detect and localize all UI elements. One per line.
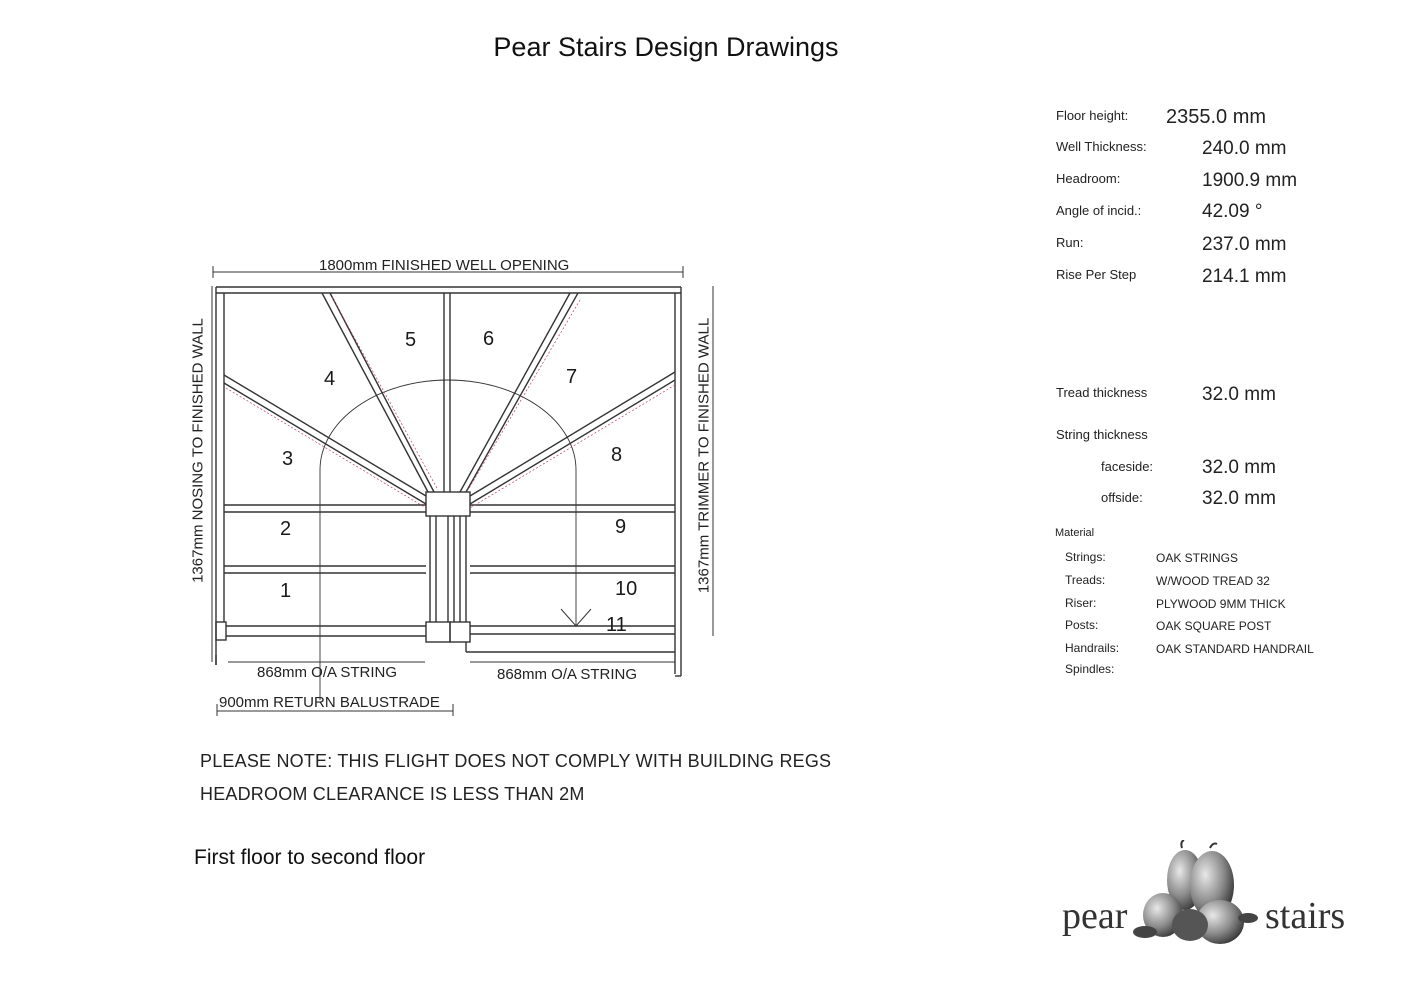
material-heading: Material <box>1055 527 1095 539</box>
material-value-strings: OAK STRINGS <box>1156 551 1239 565</box>
material-value-treads: W/WOOD TREAD 32 <box>1156 574 1270 588</box>
spec-label-angle: Angle of incid.: <box>1056 203 1142 218</box>
tread-thickness-value: 32.0 mm <box>1202 384 1276 405</box>
faceside-label: faceside: <box>1101 459 1154 474</box>
note-building-regs: PLEASE NOTE: THIS FLIGHT DOES NOT COMPLY WITH BUILDING REGS <box>200 751 832 771</box>
spec-value-angle: 42.09 ° <box>1202 201 1263 222</box>
logo-word-pear: pear <box>1062 895 1128 937</box>
top-dimension-label: 1800mm FINISHED WELL OPENING <box>319 257 570 274</box>
balustrade-label: 900mm RETURN BALUSTRADE <box>219 694 440 711</box>
material-label-treads: Treads: <box>1065 573 1106 587</box>
offside-value: 32.0 mm <box>1202 488 1276 509</box>
step-number-5: 5 <box>405 329 417 351</box>
step-number-3: 3 <box>282 448 294 470</box>
material-label-strings: Strings: <box>1065 550 1106 564</box>
material-value-posts: OAK SQUARE POST <box>1156 619 1272 633</box>
step-number-10: 10 <box>615 578 638 600</box>
spec-label-headroom: Headroom: <box>1056 171 1121 186</box>
string-thickness-label: String thickness <box>1056 427 1148 442</box>
material-value-riser: PLYWOOD 9MM THICK <box>1156 597 1286 611</box>
step-number-8: 8 <box>611 444 623 466</box>
spec-value-rise: 214.1 mm <box>1202 266 1287 287</box>
faceside-value: 32.0 mm <box>1202 457 1276 478</box>
spec-value-floor-height: 2355.0 mm <box>1166 106 1267 128</box>
logo-word-stairs: stairs <box>1265 895 1346 937</box>
page-title: Pear Stairs Design Drawings <box>493 32 839 62</box>
material-label-posts: Posts: <box>1065 618 1099 632</box>
spec-value-well-thickness: 240.0 mm <box>1202 138 1287 159</box>
step-number-1: 1 <box>280 580 292 602</box>
step-number-6: 6 <box>483 328 495 350</box>
drawing-caption: First floor to second floor <box>194 846 426 869</box>
left-dimension-label: 1367mm NOSING TO FINISHED WALL <box>189 318 207 583</box>
offside-label: offside: <box>1101 490 1143 505</box>
spec-label-floor-height: Floor height: <box>1056 108 1129 123</box>
step-number-11: 11 <box>606 614 627 636</box>
step-number-4: 4 <box>324 368 336 390</box>
bottom-right-string-label: 868mm O/A STRING <box>497 666 638 683</box>
material-value-handrails: OAK STANDARD HANDRAIL <box>1156 642 1314 656</box>
note-headroom: HEADROOM CLEARANCE IS LESS THAN 2M <box>200 784 585 804</box>
spec-value-headroom: 1900.9 mm <box>1202 170 1298 191</box>
spec-label-run: Run: <box>1056 235 1084 250</box>
step-number-7: 7 <box>566 366 578 388</box>
material-label-spindles: Spindles: <box>1065 662 1115 676</box>
bottom-left-string-label: 868mm O/A STRING <box>257 664 398 681</box>
spec-label-well-thickness: Well Thickness: <box>1056 139 1147 154</box>
material-label-handrails: Handrails: <box>1065 641 1120 655</box>
right-dimension-label: 1367mm TRIMMER TO FINISHED WALL <box>695 317 713 594</box>
spec-label-rise: Rise Per Step <box>1056 267 1137 282</box>
step-number-2: 2 <box>280 518 292 540</box>
spec-value-run: 237.0 mm <box>1202 234 1287 255</box>
tread-thickness-label: Tread thickness <box>1056 385 1148 400</box>
material-label-riser: Riser: <box>1065 596 1097 610</box>
step-number-9: 9 <box>615 516 627 538</box>
